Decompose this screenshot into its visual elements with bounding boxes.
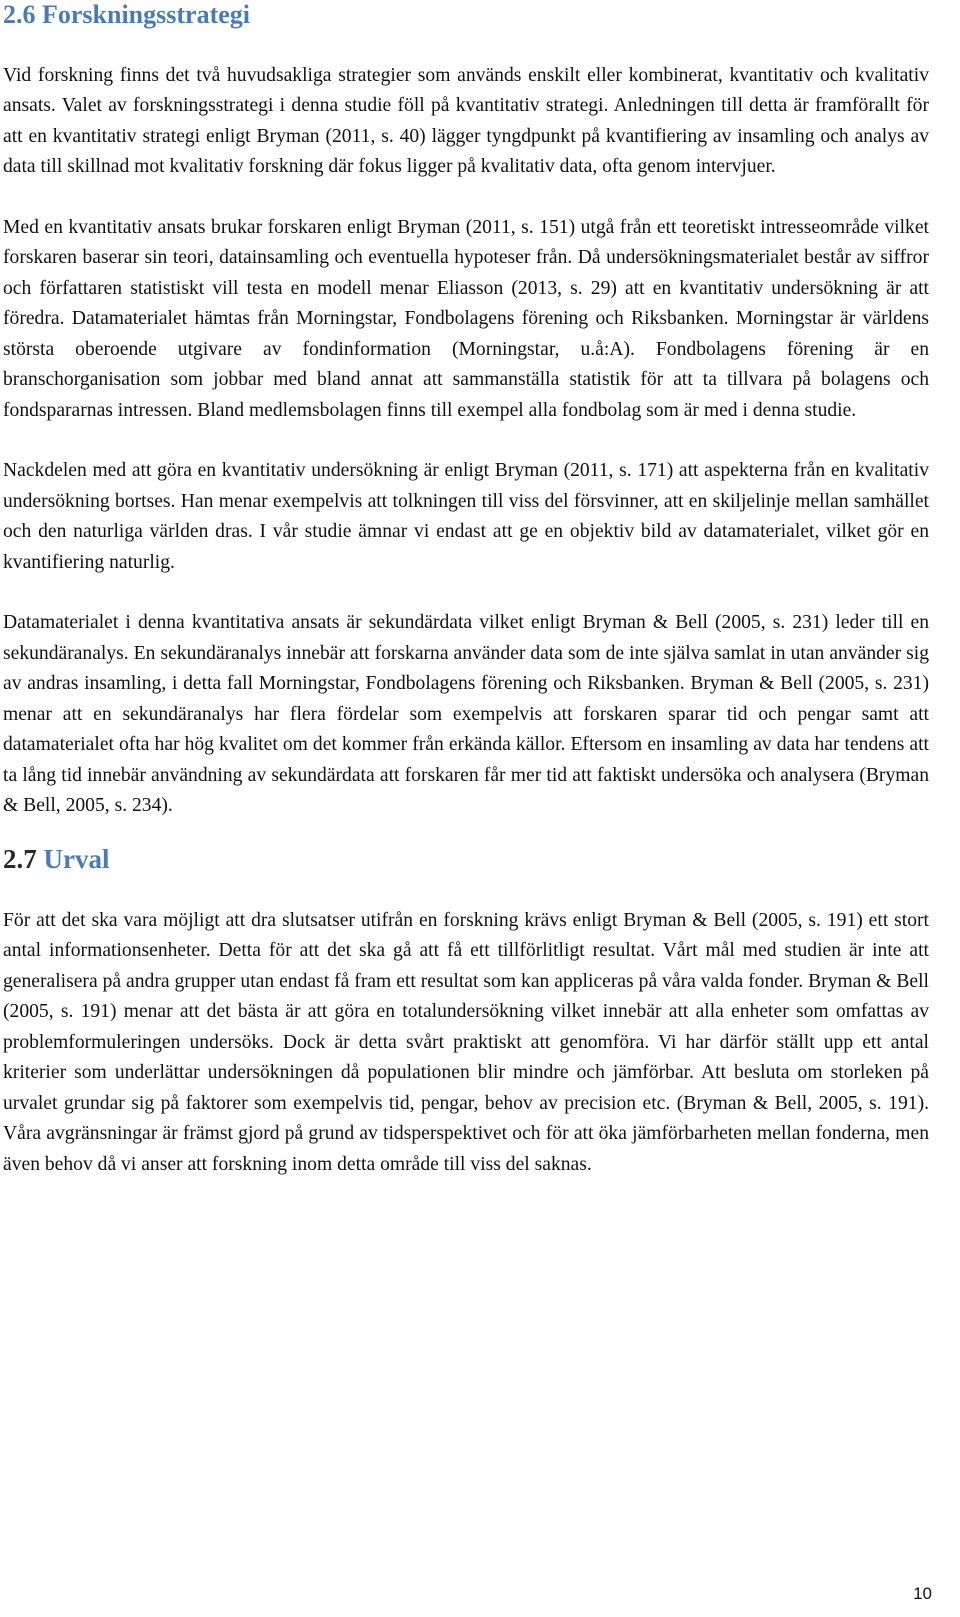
section-number: 2.6 — [3, 0, 36, 29]
paragraph-sample: För att det ska vara möjligt att dra slutsatser utifrån en forskning krävs enligt Bryman & Bell (2005, s. 191) ett stort antal informationsenheter. Detta för att det ska gå att få ett tillförlitligt resultat. Vårt mål med studien är inte att generalisera på andra grupper utan endast få fram ett resultat som kan appliceras på våra valda fonder. Bryman & Bell (2005, s. 191) menar att det bästa är att göra en totalundersökning vilket innebär att alla enheter som omfattas av problemformuleringen undersöks. Dock är detta svårt praktiskt att genomföra. Vi har därför ställt upp ett antal kriterier som underlättar undersökningen då populationen blir mindre och jämförbar. Att besluta om storleken på urvalet grundar sig på faktorer som exempelvis tid, pengar, behov av precision etc. (Bryman & Bell, 2005, s. 191). Våra avgränsningar är främst gjord på grund av tidsperspektivet och för att öka jämförbarheten mellan fonderna, men även behov då vi anser att forskning inom detta område till viss del saknas. — [3, 909, 929, 1175]
section-title: Urval — [43, 843, 110, 874]
section-heading-forskningsstrategi — [3, 0, 929, 30]
paragraph-quantitative-approach: Med en kvantitativ ansats brukar forskaren enligt Bryman (2011, s. 151) utgå från ett teoretiskt intresseområde vilket forskaren baserar sin teori, datainsamling och eventuella hypoteser från. Då undersökningsmaterialet består av siffror och författaren statistiskt vill testa en modell menar Eliasson (2013, s. 29) att en kvantitativ undersökning är att föredra. Datamaterialet hämtas från Morningstar, Fondbolagens förening och Riksbanken. Morningstar är världens största oberoende utgivare av fondinformation (Morningstar, u.å:A). Fondbolagens förening är en branschorganisation som jobbar med bland annat att sammanställa statistik för att ta tillvara på bolagens och fondspararnas intressen. Bland medlemsbolagen finns till exempel alla fondbolag som är med i denna studie. — [3, 216, 929, 421]
section-number: 2.7 — [3, 843, 37, 874]
section-title: Forskningsstrategi — [42, 0, 250, 29]
page-number: 10 — [913, 1584, 932, 1603]
paragraph-strategy-intro: Vid forskning finns det två huvudsakliga strategier som används enskilt eller kombinerat, kvantitativ och kvalitativ ansats. Valet av forskningsstrategi i denna studie föll på kvantitativ strategi. Anledningen till detta är framförallt för att en kvantitativ strategi enligt Bryman (2011, s. 40) lägger tyngdpunkt på kvantifiering av insamling och analys av data till skillnad mot kvalitativ forskning där fokus ligger på kvalitativ data, ofta genom intervjuer. — [3, 64, 929, 178]
paragraph-secondary-data: Datamaterialet i denna kvantitativa ansats är sekundärdata vilket enligt Bryman & Bell (2005, s. 231) leder till en sekundäranalys. En sekundäranalys innebär att forskarna använder data som de inte själva samlat in utan använder sig av andras insamling, i detta fall Morningstar, Fondbolagens förening och Riksbanken. Bryman & Bell (2005, s. 231) menar att en sekundäranalys har flera fördelar som exempelvis att forskaren sparar tid och pengar samt att datamaterialet ofta har hög kvalitet om det kommer från erkända källor. Eftersom en insamling av data har tendens att ta lång tid innebär användning av sekundärdata att forskaren får mer tid att faktiskt undersöka och analysera (Bryman & Bell, 2005, s. 234). — [3, 612, 929, 817]
document-page — [3, 0, 929, 1180]
paragraph-disadvantages: Nackdelen med att göra en kvantitativ undersökning är enligt Bryman (2011, s. 171) att aspekterna från en kvalitativ undersökning bortses. Han menar exempelvis att tolkningen till viss del försvinner, att en skiljelinje mellan samhället och den naturliga världen dras. I vår studie ämnar vi endast att ge en objektiv bild av datamaterialet, vilket gör en kvantifiering naturlig. — [3, 460, 929, 573]
section-heading-urval — [3, 844, 929, 875]
